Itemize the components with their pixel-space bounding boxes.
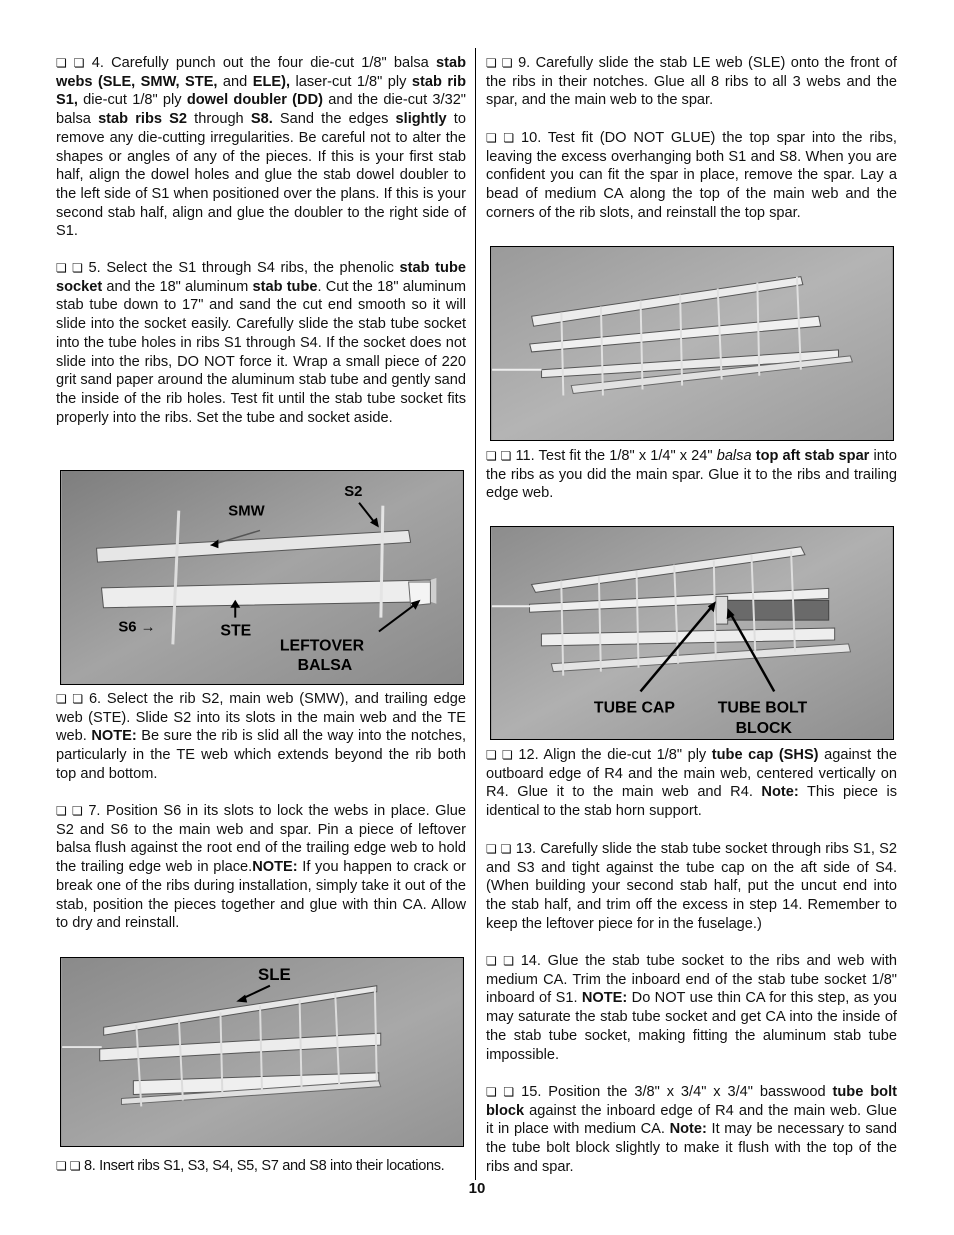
step-7: ❏ ❏ 7. Position S6 in its slots to lock the webs in place. Glue S2 and S6 to the main web and spar. Pin a piece of leftover balsa flush against the root end of the trailing edge web to hold the trailing edge web in place.NOTE: If you happen to crack or break one of the ribs during installation, simply take it out of the stab, position the pieces together and glue with thin CA. Allow to dry and reinstall. <box>56 803 466 932</box>
checkbox-icon[interactable]: ❏ ❏ <box>486 131 515 145</box>
step-12: ❏ ❏ 12. Align the die-cut 1/8" ply tube cap (SHS) against the outboard edge of R4 and the main web, centered vertically on R4. Glue it to the main web and R4. Note: This piece is identical to the stab horn support. <box>486 747 897 820</box>
checkbox-icon[interactable]: ❏ ❏ <box>56 1159 81 1173</box>
checkbox-icon[interactable]: ❏ ❏ <box>56 804 83 818</box>
label-leftover: LEFTOVER <box>279 637 365 655</box>
label-tube-cap: TUBE CAP <box>593 699 675 717</box>
label-ste: STE <box>220 622 252 640</box>
photo-svg <box>61 471 463 684</box>
label-sle: SLE <box>258 964 291 984</box>
label-tube-bolt: TUBE BOLT <box>717 699 808 717</box>
checkbox-icon[interactable]: ❏ ❏ <box>486 1085 515 1099</box>
checkbox-icon[interactable]: ❏ ❏ <box>486 56 513 70</box>
photo-top-spar <box>490 246 894 441</box>
step-14: ❏ ❏ 14. Glue the stab tube socket to the ribs and web with medium CA. Trim the inboard end of the stab tube socket 1/8" inboard of S1. NOTE: Do NOT use thin CA for this step, as you may saturate the stab tube socket and get CA into the inside of the stab tube socket, making fitting the aluminum stab tube impossible. <box>486 953 897 1063</box>
step-4: ❏ ❏ 4. Carefully punch out the four die-cut 1/8" balsa stab webs (SLE, SMW, STE, and ELE), laser-cut 1/8" ply stab rib S1, die-cut 1/8" ply dowel doubler (DD) and the die-cut 3/32" balsa stab ribs S2 through S8. Sand the edges slightly to remove any die-cutting irregularities. Be careful not to alter the shapes or angles of any of the pieces. If this is your first stab half, align the dowel holes and glue the stab dowel doubler to the left side of S1 when positioned over the plans. If this is your second stab half, align and glue the doubler to the right side of S1. <box>56 55 466 240</box>
step-11: ❏ ❏ 11. Test fit the 1/8" x 1/4" x 24" balsa top aft stab spar into the ribs as you did the main spar. Glue it to the ribs and trailing edge web. <box>486 448 898 502</box>
photo-sle <box>60 957 464 1147</box>
checkbox-icon[interactable]: ❏ ❏ <box>486 449 512 463</box>
label-smw: SMW <box>228 503 265 520</box>
checkbox-icon[interactable]: ❏ ❏ <box>56 692 84 706</box>
label-balsa: BALSA <box>297 657 353 675</box>
checkbox-icon[interactable]: ❏ ❏ <box>486 954 514 968</box>
checkbox-icon[interactable]: ❏ ❏ <box>56 56 85 70</box>
step-5: ❏ ❏ 5. Select the S1 through S4 ribs, the phenolic stab tube socket and the 18" aluminum stab tube. Cut the 18" aluminum stab tube down to 17" and sand the cut end smooth so it will slide into the socket easily. Carefully slide the stab tube socket into the tube holes in ribs S1 through S4. If the socket does not slide into the ribs, DO NOT force it. Wrap a small piece of 220 grit sand paper around the aluminum stab tube and gently sand the inside of the rib holes. Test fit until the stab tube socket fits properly into the ribs. Set the tube and socket aside. <box>56 260 466 426</box>
label-s6: S6 → <box>118 619 156 636</box>
step-15: ❏ ❏ 15. Position the 3/8" x 3/4" x 3/4" basswood tube bolt block against the inboard edge of R4 and the main web. Glue it in place with medium CA. Note: It may be necessary to sand the tube bolt block slightly to make it flush with the top of the ribs and spar. <box>486 1084 897 1175</box>
photo-svg <box>491 247 893 440</box>
column-divider <box>475 48 476 1180</box>
photo-svg <box>61 958 463 1146</box>
photo-s2-smw-ste <box>60 470 464 685</box>
step-6: ❏ ❏ 6. Select the rib S2, main web (SMW), and trailing edge web (STE). Slide S2 into its slots in the main web and the TE web. NOTE: Be sure the rib is slid all the way into the notches, particularly in the TE web which extends beyond the rib both top and bottom. <box>56 691 466 782</box>
checkbox-icon[interactable]: ❏ ❏ <box>486 842 512 856</box>
photo-svg <box>491 527 893 739</box>
step-9: ❏ ❏ 9. Carefully slide the stab LE web (SLE) onto the front of the ribs in their notches. Glue all 8 ribs to all 3 webs and the spar, and the main web to the spar. <box>486 55 897 109</box>
step-8: ❏ ❏ 8. Insert ribs S1, S3, S4, S5, S7 and S8 into their locations. <box>56 1158 445 1174</box>
checkbox-icon[interactable]: ❏ ❏ <box>486 748 513 762</box>
step-10: ❏ ❏ 10. Test fit (DO NOT GLUE) the top spar into the ribs, leaving the excess overhanging both S1 and S8. When you are confident you can fit the spar in place, remove the spar. Lay a bead of medium CA along the top of the main web and the corners of the rib slots, and reinstall the top spar. <box>486 130 897 221</box>
page-number: 10 <box>468 1180 486 1197</box>
step-13: ❏ ❏ 13. Carefully slide the stab tube socket through ribs S1, S2 and S3 and tight against the tube cap on the aft side of S4. (When building your second stab half, put the uncut end into the stab half, and trim off the excess in step 14. Remember to keep the leftover piece for in the fuselage.) <box>486 841 897 932</box>
checkbox-icon[interactable]: ❏ ❏ <box>56 261 83 275</box>
label-block: BLOCK <box>735 720 792 738</box>
label-s2: S2 <box>344 483 363 500</box>
photo-tube-cap <box>490 526 894 740</box>
